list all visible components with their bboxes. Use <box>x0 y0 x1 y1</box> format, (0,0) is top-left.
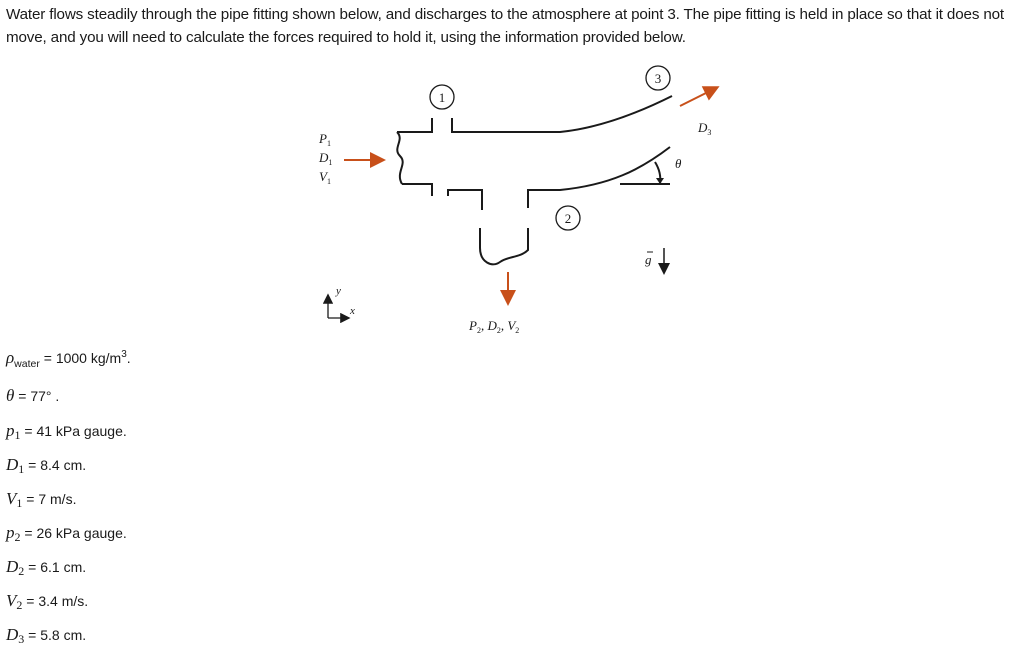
svg-text:1: 1 <box>438 90 446 105</box>
svg-text:P2, D2, V2: $P_2$, $D_2$, $V_2$ <box>469 318 520 335</box>
svg-text:2: 2 <box>564 211 572 226</box>
inlet-labels <box>318 131 332 186</box>
svg-text:D1: $D_1$ <box>319 150 333 167</box>
angle-label: θ <box>675 156 682 171</box>
param-v2: V2 = 3.4 m/s. <box>6 591 89 612</box>
svg-text:x: x <box>350 305 355 317</box>
point-marker-2 <box>556 206 580 230</box>
point-marker-1 <box>430 85 454 109</box>
svg-text:P1: $P_1$ <box>319 131 331 148</box>
pipe-outline <box>397 96 672 264</box>
param-d1: D1 = 8.4 cm. <box>6 455 87 476</box>
branch-labels <box>468 318 519 335</box>
param-density: $\rho_{water} = 1000$ $kg/m^3$. <box>6 348 131 370</box>
param-v1: V1 = 7 m/s. <box>6 489 77 510</box>
outlet-diameter-label: $D_3$ <box>698 120 712 137</box>
outlet-flow-arrow <box>680 88 716 106</box>
param-p1: p1 = 41 kPa gauge. <box>6 421 127 442</box>
param-p2: p2 = 26 kPa gauge. <box>6 523 127 544</box>
svg-text:3: 3 <box>654 71 662 86</box>
param-theta: θ = 77° . <box>6 386 60 405</box>
svg-text:V1: $V_1$ <box>319 169 331 186</box>
coordinate-axes <box>328 285 355 318</box>
param-d2: D2 = 6.1 cm. <box>6 557 87 578</box>
point-marker-3 <box>646 66 670 90</box>
problem-statement: Water flows steadily through the pipe fitting shown below, and discharges to the atmosphere at point 3. The pipe fitting is held in place so that it does not move, and you will need to calculate the forces required to hold it, using the information provided below. <box>6 6 1005 46</box>
param-d3: D3 = 5.8 cm. <box>6 625 87 646</box>
svg-text:g: g <box>645 252 652 267</box>
gravity-indicator <box>645 248 664 272</box>
svg-text:y: y <box>336 285 341 297</box>
